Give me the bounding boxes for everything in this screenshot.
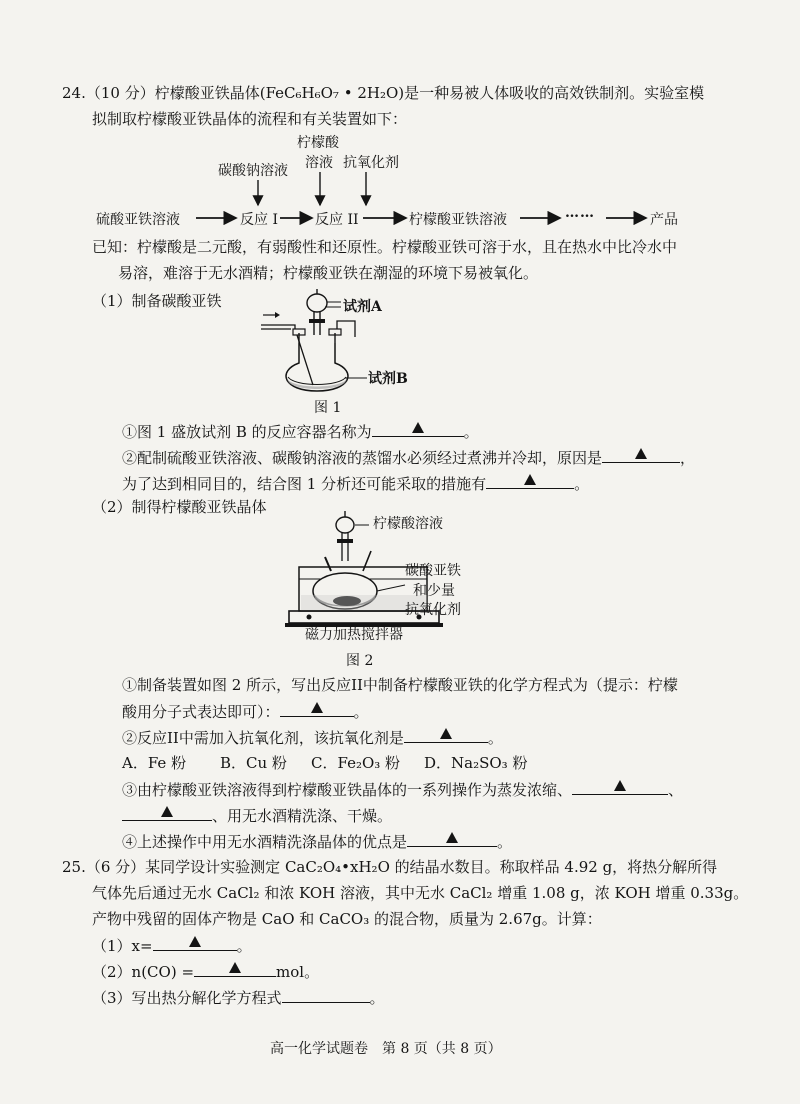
part1-q1 [122,420,479,443]
part2-q4-text: ④上述操作中用无水酒精洗涤晶体的优点是 [122,833,408,851]
part2-title: （2）制得柠檬酸亚铁晶体 [92,498,267,516]
flow-step1: 反应 I [240,212,278,228]
option-a[interactable]: A．Fe 粉 [122,754,187,772]
part1-q2-text: ②配制硫酸亚铁溶液、碳酸钠溶液的蒸馏水必须经过煮沸并冷却，原因是 [122,449,603,467]
part2-q2-end: 。 [487,729,503,747]
part2-q3-line2-end: 、用无水酒精洗涤、干燥。 [212,807,393,825]
q25-sub2 [92,960,319,983]
q25-line2: 气体先后通过无水 CaCl₂ 和浓 KOH 溶液，其中无水 CaCl₂ 增重 1.08 g，浓 KOH 增重 0.33g。 [92,884,749,902]
fig2-caption: 图 2 [346,653,374,669]
q24-number: 24. [62,84,86,102]
flow-reagent-citric-a: 柠檬酸 [297,135,339,151]
part2-q4 [122,830,512,853]
q25-number: 25. [62,858,86,876]
part2-q3-line2 [122,804,392,827]
part2-q1-end: 。 [353,703,369,721]
triangle-marker-icon [229,962,241,973]
q25-text-1: 某同学设计实验测定 CaC₂O₄•xH₂O 的结晶水数目。称取样品 4.92 g，将热分解所得 [145,858,718,876]
page-footer: 高一化学试题卷 第 8 页（共 8 页） [270,1041,502,1057]
q24-points: （10 分） [85,84,155,102]
option-c[interactable]: C．Fe₂O₃ 粉 [311,754,401,772]
triangle-marker-icon [524,474,536,485]
triangle-marker-icon [614,780,626,791]
fig2-label-r3: 抗氧化剂 [405,602,461,618]
fig2-label-r2: 和少量 [413,583,455,599]
part2-q3-line1-text: ③由柠檬酸亚铁溶液得到柠檬酸亚铁晶体的一系列操作为蒸发浓缩、 [122,781,573,799]
answer-blank-9[interactable] [153,934,237,951]
answer-blank-6[interactable] [572,778,668,795]
q25-sub2-unit: mol。 [276,963,320,981]
answer-blank-8[interactable] [407,830,497,847]
q25-sub2-label: （2）n(CO) = [92,963,195,981]
triangle-marker-icon [440,728,452,739]
flow-start: 硫酸亚铁溶液 [96,212,180,228]
part1-q2-line2 [122,472,589,495]
flow-reagent-na2co3: 碳酸钠溶液 [218,163,288,179]
flow-reagent-citric-b: 溶液 [305,155,333,171]
q25-sub3-end: 。 [369,989,385,1007]
answer-blank-2[interactable] [602,446,680,463]
q25-sub3 [92,986,385,1009]
flow-step3: 柠檬酸亚铁溶液 [409,212,507,228]
part1-q1-end: 。 [463,423,479,441]
fig2-label-base: 磁力加热搅拌器 [305,627,403,643]
flow-step2: 反应 II [315,212,359,228]
flow-dots: …… [565,205,595,221]
flow-reagent-antioxidant: 抗氧化剂 [343,155,399,171]
part2-q1-line2-text: 酸用分子式表达即可）： [122,703,280,721]
part1-q2-end: ， [680,449,696,467]
q25-sub1 [92,934,252,957]
answer-blank-5[interactable] [404,726,488,743]
flow-end: 产品 [650,212,678,228]
q25-sub1-end: 。 [236,937,252,955]
part2-q1-line2 [122,700,369,723]
part2-q1-line1: ①制备装置如图 2 所示，写出反应II中制备柠檬酸亚铁的化学方程式为（提示：柠檬 [122,676,678,694]
q25-points: （6 分） [85,858,146,876]
q24-known-2: 易溶，难溶于无水酒精；柠檬酸亚铁在潮湿的环境下易被氧化。 [118,264,539,282]
part2-q2 [122,726,503,749]
fig2-label-r1: 碳酸亚铁 [405,563,461,579]
part2-q3-line1-end: 、 [668,781,684,799]
answer-blank-1[interactable] [372,420,464,437]
triangle-marker-icon [446,832,458,843]
q24-known-1: 已知：柠檬酸是二元酸，有弱酸性和还原性。柠檬酸亚铁可溶于水，且在热水中比冷水中 [92,238,678,256]
fig1-label-b: 试剂B [368,371,408,387]
triangle-marker-icon [311,702,323,713]
part2-q4-end: 。 [497,833,513,851]
answer-blank-4[interactable] [280,700,354,717]
answer-blank-7[interactable] [122,804,212,821]
option-d[interactable]: D．Na₂SO₃ 粉 [424,754,528,772]
triangle-marker-icon [635,448,647,459]
fig2-label-top: 柠檬酸溶液 [373,516,443,532]
part1-q2-line2-text: 为了达到相同目的，结合图 1 分析还可能采取的措施有 [122,475,487,493]
part2-q2-text: ②反应II中需加入抗氧化剂，该抗氧化剂是 [122,729,404,747]
q24-intro-2: 拟制取柠檬酸亚铁晶体的流程和有关装置如下： [92,110,408,128]
triangle-marker-icon [412,422,424,433]
q25-sub3-label: （3）写出热分解化学方程式 [92,989,282,1007]
fig1-caption: 图 1 [314,400,342,416]
answer-blank-3[interactable] [486,472,574,489]
answer-blank-11[interactable] [282,986,370,1003]
q25-sub1-label: （1）x= [92,937,153,955]
option-b[interactable]: B．Cu 粉 [220,754,287,772]
part1-q1-text: ①图 1 盛放试剂 B 的反应容器名称为 [122,423,372,441]
part2-q3-line1 [122,778,683,801]
part1-title: （1）制备碳酸亚铁 [92,292,222,310]
triangle-marker-icon [189,936,201,947]
fig1-label-a: 试剂A [343,299,382,315]
triangle-marker-icon [161,806,173,817]
q24-intro-1: 柠檬酸亚铁晶体(FeC₆H₆O₇ • 2H₂O)是一种易被人体吸收的高效铁制剂。实验室模 [154,84,705,102]
part1-q2 [122,446,695,469]
part1-q2-line2-end: 。 [574,475,590,493]
q25-line1 [62,856,717,878]
q25-line3: 产物中残留的固体产物是 CaO 和 CaCO₃ 的混合物，质量为 2.67g。计算： [92,910,602,928]
answer-blank-10[interactable] [194,960,276,977]
